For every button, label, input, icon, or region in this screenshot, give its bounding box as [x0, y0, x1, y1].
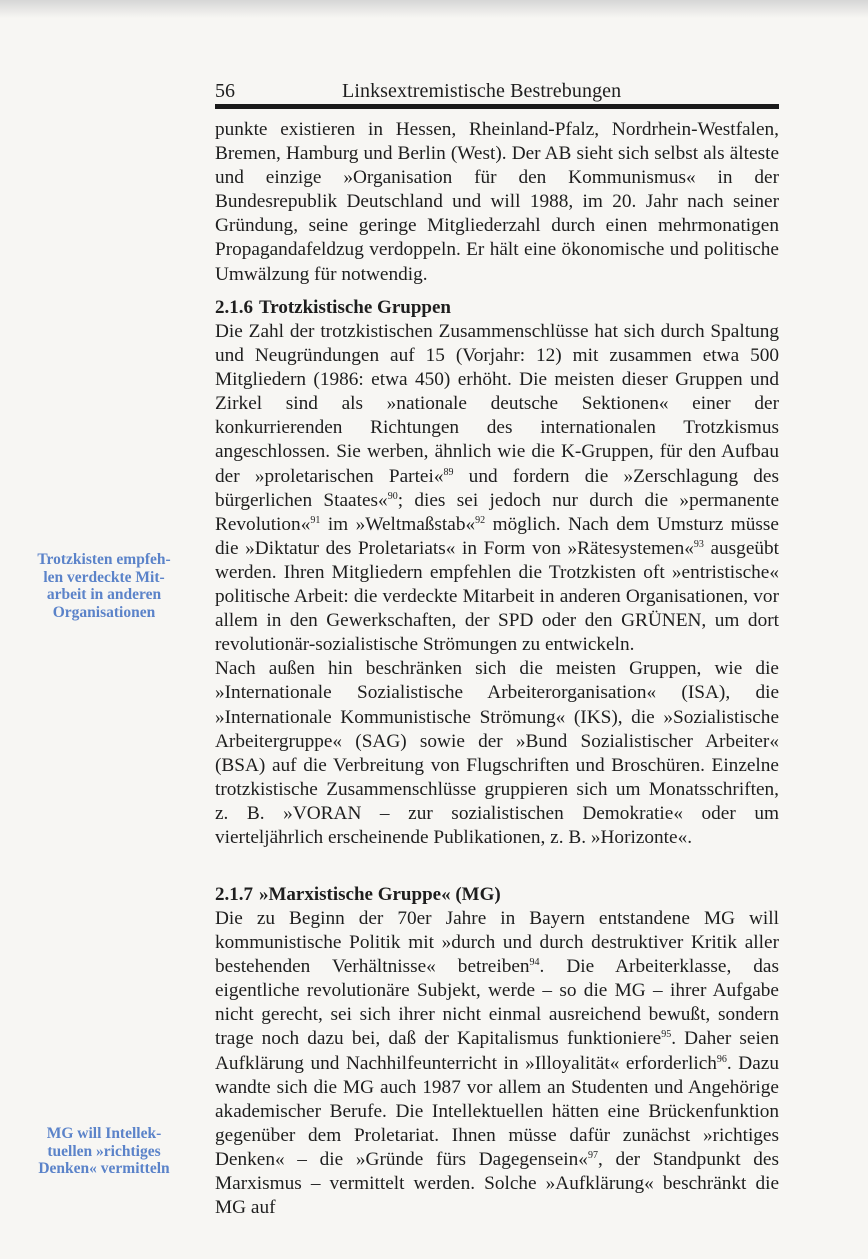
footnote-marker: 90: [387, 490, 398, 502]
footnote-marker: 94: [529, 957, 540, 969]
text-run: im »Weltmaßstab«: [320, 513, 476, 535]
text-run: , der Standpunkt des Marxismus – vermittelt werden. Solche »Aufklärung« beschränkt die MG auf: [215, 1148, 779, 1219]
text-run: Die Zahl der trotzkistischen Zusammenschlüsse hat sich durch Spaltung und Neugründungen auf 15 (Vorjahr: 12) mit zusammen etwa 500 Mitgliedern (1986: etwa 450) erhöht. Die meisten dieser Gruppen und Zirkel sind als »nationale deutsche Sektionen« einer der konkurrierenden Richtungen des internationalen Trotzkismus angeschlossen. Sie werben, ähnlich wie die K-Gruppen, für den Aufbau der »proletarischen Partei«: [215, 321, 779, 487]
paragraph-trotzkist-overview: [215, 320, 779, 657]
footnote-marker: 95: [661, 1029, 672, 1041]
intro-paragraph: [215, 118, 779, 287]
margin-note-line: tuellen »richtiges: [47, 1142, 161, 1160]
section-title: Trotzkistische Gruppen: [259, 297, 451, 318]
text-run: . Dazu wandte sich die MG auch 1987 vor allem an Studenten und Angehörige akademischer Berufe. Die Intellektuellen hätten eine Brückenfunktion gegenüber dem Proletariat. Ihnen müsse dafür zunächst »richtiges Denken« – die »Gründe fürs Dagegensein«: [215, 1052, 779, 1170]
page-header: [215, 79, 779, 103]
footnote-marker: 93: [693, 538, 704, 550]
text-run: möglich. Nach dem Umsturz müsse die »Diktatur des Proletariats« in Form von »Rätesystemen«: [215, 513, 779, 559]
footnote-marker: 89: [443, 466, 454, 478]
section-2-1-7-body: [215, 907, 779, 1220]
text-run: . Die Arbeiterklasse, das eigentliche revolutionäre Subjekt, werde – so die MG – ihrer Aufgabe nicht gerecht, sei sich ihrer nicht einmal ausreichend bewußt, sondern trage noch dazu bei, daß der Kapitalismus funktioniere: [215, 956, 779, 1050]
running-title: Linksextremistische Bestrebungen: [342, 80, 622, 102]
paragraph-trotzkist-groups: Nach außen hin beschränken sich die meisten Gruppen, wie die »Internationale Sozialistische Arbeiterorganisation« (ISA), die »Internationale Kommunistische Strömung« (IKS), die »Sozialistische Arbeitergruppe« (SAG) sowie der »Bund Sozialistischer Arbeiter« (BSA) auf die Verbreitung von Flugschriften und Broschüren. Einzelne trotzkistische Zusammenschlüsse gruppieren sich um Monatsschriften, z. B. »VORAN – zur sozialistischen Demokratie« oder um vierteljährlich erscheinende Publikationen, z. B. »Horizonte«.: [215, 658, 779, 848]
text-run: ausgeübt werden. Ihren Mitgliedern empfehlen die Trotzkisten oft »entristische« politische Arbeit: die verdeckte Mitarbeit in anderen Organisationen, vor allem in den Gewerkschaften, der SPD oder den GRÜNEN, um dort revolutionär-sozialistische Strömungen zu entwickeln.: [215, 537, 780, 656]
header-rule: [215, 104, 779, 109]
text-run: und fordern die »Zerschlagung des bürgerlichen Staates«: [215, 465, 779, 511]
text-run: . Daher seien Aufklärung und Nachhilfeunterricht in »Illoyalität« erforderlich: [215, 1028, 779, 1074]
margin-note-line: Denken« vermitteln: [38, 1160, 170, 1177]
section-heading-2-1-7: [215, 883, 779, 907]
margin-note-line: len verdeckte Mit-: [43, 568, 165, 586]
section-title: »Marxistische Gruppe« (MG): [259, 884, 501, 905]
footnote-marker: 91: [310, 514, 321, 526]
section-heading-2-1-6: [215, 296, 779, 320]
margin-note-line: Trotzkisten empfeh-: [37, 551, 171, 568]
margin-note-line: MG will Intellek-: [46, 1125, 162, 1142]
intro-text: punkte existieren in Hessen, Rheinland-Pfalz, Nordrhein-Westfalen, Bremen, Hamburg und Berlin (West). Der AB sieht sich selbst als älteste und einzige »Organisation für den Kommunismus« in der Bundesrepublik Deutschland und will 1988, im 20. Jahr nach seiner Gründung, seine geringe Mitgliederzahl durch einen mehrmonatigen Propagandafeldzug verdoppeln. Er hält eine ökonomische und politische Umwälzung für notwendig.: [215, 119, 779, 285]
section-number: 2.1.7: [215, 884, 253, 905]
footnote-marker: 92: [475, 514, 486, 526]
margin-note-mg: [34, 1125, 174, 1178]
margin-note-trotzkisten: [34, 551, 174, 621]
text-run: ; dies sei jedoch nur durch die »permanente Revolution«: [215, 489, 779, 535]
text-run: Die zu Beginn der 70er Jahre in Bayern entstandene MG will kommunistische Politik mit »durch und durch destruktiver Kritik aller bestehenden Verhältnisse« betreiben: [215, 908, 779, 978]
margin-note-line: arbeit in anderen: [46, 586, 162, 603]
footnote-marker: 97: [587, 1149, 598, 1161]
section-2-1-6-body: [215, 320, 779, 850]
section-number: 2.1.6: [215, 297, 253, 318]
page-number: 56: [215, 80, 235, 102]
paragraph-mg-overview: [215, 907, 779, 1220]
footnote-marker: 96: [716, 1053, 727, 1065]
margin-note-line: Organisationen: [52, 603, 156, 621]
scan-edge-shadow: [0, 0, 868, 18]
